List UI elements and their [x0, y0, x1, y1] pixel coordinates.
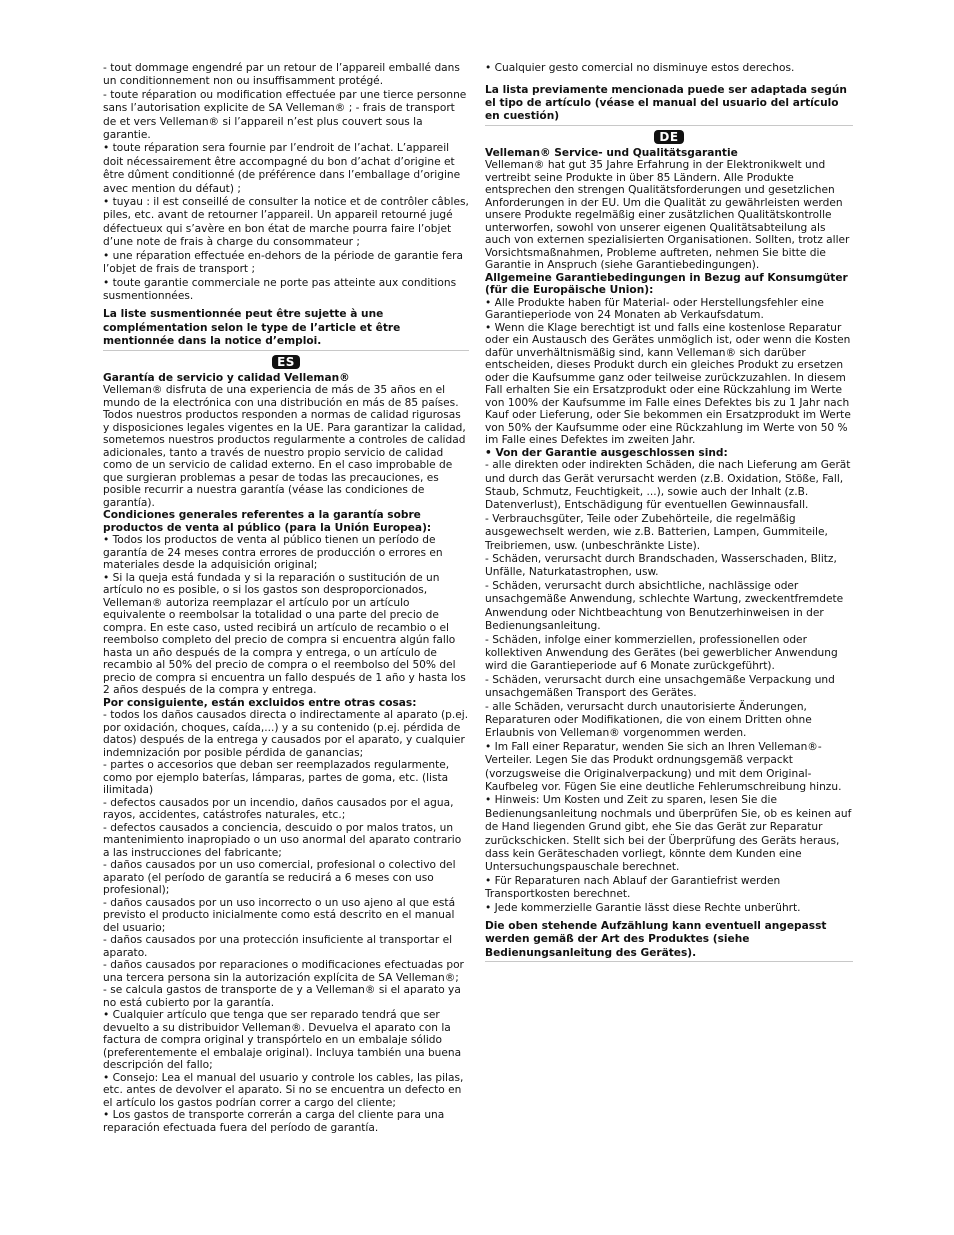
es-language-badge [103, 355, 469, 371]
de-excluded-item: - alle Schäden, verursacht durch unautorisierte Änderungen, Reparaturen oder Modifikationen, die von einem Dritten ohne Erlaubnis von Velleman® vorgenommen werden. [485, 700, 812, 740]
section-divider [485, 125, 853, 126]
es-badge-label: ES [272, 355, 300, 369]
es-excluded-item: - daños causados por una protección insuficiente al transportar el aparato. [103, 934, 453, 959]
de-excluded-item: - Schäden, verursacht durch Brandschaden, Wasserschaden, Blitz, Unfälle, Naturkatastrophen, usw. [485, 553, 837, 579]
fr-item: - toute réparation ou modification effectuée par une tierce personne sans l’autorisation explicite de SA Velleman® ; - frais de transport de et vers Velleman® si l’appareil n’est plus couvert sous la garantie. [103, 88, 467, 142]
de-excluded-item: - alle direkten oder indirekten Schäden, die nach Lieferung am Gerät und durch das Gerät verursacht werden (z.B. Oxidation, Stöße, Fall, Staub, Schmutz, Feuchtigkeit, ...), sowie auch der Inhalt (z.B. Datenverlust), Entschädigung für eventuellen Gewinnausfall. [485, 459, 851, 512]
es-excluded-item: • Consejo: Lea el manual del usuario y controle los cables, las pilas, etc. antes de devolver el aparato. Si no se encuentra un defecto en el artículo los gastos podrían correr a cargo del cliente; [103, 1071, 464, 1109]
section-divider [485, 961, 853, 962]
es-condition: • Todos los productos de venta al público tienen un período de garantía de 24 meses contra errores de producción o errores en materiales desde la adquisición original; [103, 534, 443, 572]
de-excluded-item: • Jede kommerzielle Garantie lässt diese Rechte unberührt. [485, 901, 801, 914]
right-column [485, 62, 853, 966]
fr-item: • une réparation effectuée en-dehors de la période de garantie fera l’objet de frais de transport ; [103, 249, 463, 276]
de-note: Die oben stehende Aufzählung kann eventuell angepasst werden gemäß der Art des Produktes (siehe Bedienungsanleitung des Gerätes). [485, 920, 827, 959]
de-condition: • Wenn die Klage berechtigt ist und falls eine kostenlose Reparatur oder ein Austausch des Gerätes unmöglich ist, oder wenn die Kosten dafür unverhältnismäßig sind, kann Velleman® sich darüber entscheiden, dieses Produkt durch ein gleiches Produkt zu ersetzen oder die Kaufsumme ganz oder teilweise zurückzuzahlen. In diesem Fall erhalten Sie ein Ersatzprodukt oder eine Rückzahlung im Werte von 100% der Kaufsumme im Falle eines Defektes bis zu 1 Jahr nach Kauf oder Lieferung, oder Sie bekommen ein Ersatzprodukt im Werte von 50% der Kaufsumme oder eine Rückzahlung im Werte von 50 % im Falle eines Defektes im zweiten Jahr. [485, 321, 851, 447]
de-conditions-title: Allgemeine Garantiebedingungen in Bezug auf Konsumgüter (für die Europäische Union): [485, 271, 848, 297]
es-conditions-title: Condiciones generales referentes a la garantía sobre productos de venta al público (para la Unión Europea): [103, 509, 432, 534]
es-section-title: Garantía de servicio y calidad Velleman® [103, 371, 350, 384]
es-excluded-item: - todos los daños causados directa o indirectamente al aparato (p.ej. por oxidación, choques, caída,...) y a su contenido (p.ej. pérdida de datos) después de la entrega y causados por el aparato, y cualquier indemnización por posible pérdida de ganancias; [103, 709, 469, 759]
es-note: La lista previamente mencionada puede ser adaptada según el tipo de artículo (véase el manual del usuario del artículo en cuestión) [485, 83, 847, 123]
fr-item: • toute garantie commerciale ne porte pas atteinte aux conditions susmentionnées. [103, 276, 457, 302]
de-excluded-item: - Schäden, verursacht durch absichtliche, nachlässige oder unsachgemäße Anwendung, schlechte Wartung, zweckentfremdete Anwendung oder Nichtbeachtung von Benutzerhinweisen in der Bedienungsanleitung. [485, 579, 844, 633]
es-excluded-item: - daños causados por un uso incorrecto o un uso ajeno al que está previsto el producto inicialmente como está descrito en el manual del usuario; [103, 896, 456, 934]
de-excluded-list [485, 459, 853, 915]
es-condition: • Si la queja está fundada y si la reparación o sustitución de un artículo no es posible, o si los gastos son desproporcionados, Velleman® autoriza reemplazar el artículo por un artículo equivalente o reembolsar la totalidad o una parte del precio de compra. En este caso, usted recibirá un artículo de recambio o el reembolso completo del precio de compra si encuentra algún fallo hasta un año después de la compra y entrega, o un artículo de recambio al 50% del precio de compra o el reembolso del 50% del precio de compra si encuentra un fallo después de 1 año y hasta los 2 años después de la compra y entrega. [103, 571, 466, 697]
de-excluded-item: - Verbrauchsgüter, Teile oder Zubehörteile, die regelmäßig ausgewechselt werden, wie z.B. Batterien, Lampen, Gummiteile, Treibriemen, usw. (unbeschränkte Liste). [485, 512, 828, 552]
fr-item: • toute réparation sera fournie par l’endroit de l’achat. L’appareil doit nécessairement être accompagné du bon d’achat d’origine et être dûment conditionné (de préférence dans l’emballage d’origine avec mention du défaut) ; [103, 142, 461, 195]
de-excluded-item: - Schäden, verursacht durch eine unsachgemäße Verpackung und unsachgemäßen Transport des Gerätes. [485, 673, 835, 700]
section-divider [103, 350, 469, 351]
es-intro: Velleman® disfruta de una experiencia de más de 35 años en el mundo de la electrónica con una distribución en más de 85 países. Todos nuestros productos responden a normas de calidad rigurosas y disposiciones legales vigentes en la UE. Para garantizar la calidad, sometemos nuestros productos regularmente a controles de calidad adicionales, tanto a través de nuestro propio servicio de calidad como de un servicio de calidad externo. En el caso improbable de que surgieran problemas a pesar de todas las precauciones, es posible recurrir a nuestra garantía (véase las condiciones de garantía). [103, 384, 466, 509]
de-excluded-item: • Für Reparaturen nach Ablauf der Garantiefrist werden Transportkosten berechnet. [485, 874, 781, 901]
fr-item: - tout dommage engendré par un retour de l’appareil emballé dans un conditionnement non ou insuffisamment protégé. [103, 62, 460, 88]
de-excluded-title: • Von der Garantie ausgeschlossen sind: [485, 446, 728, 459]
de-section-title: Velleman® Service- und Qualitätsgarantie [485, 146, 738, 159]
de-excluded-item: • Im Fall einer Reparatur, wenden Sie sich an Ihren Velleman®-Verteiler. Legen Sie das Produkt ordnungsgemäß verpackt (vorzugsweise die Originalverpackung) und mit dem Original-Kaufbeleg vor. Fügen Sie eine deutliche Fehlerumschreibung hinzu. [485, 740, 842, 793]
de-language-badge [485, 130, 853, 146]
de-excluded-item: • Hinweis: Um Kosten und Zeit zu sparen, lesen Sie die Bedienungsanleitung nochmals und überprüfen Sie, ob es keinen auf de Hand liegenden Grund gibt, ehe Sie das Gerät zur Reparatur zurückschicken. Stellt sich bei der Überprüfung des Geräts heraus, dass kein Geräteschaden vorliegt, könnte dem Kunden eine Untersuchungspauschale berechnet. [485, 794, 852, 874]
es-excluded-item: - defectos causados por un incendio, daños causados por el agua, rayos, accidentes, catástrofes naturales, etc.; [103, 796, 454, 822]
es-excluded-item: - se calcula gastos de transporte de y a Velleman® si el aparato ya no está cubierto por la garantía. [103, 984, 461, 1009]
de-condition: • Alle Produkte haben für Material- oder Herstellungsfehler eine Garantieperiode von 24 Monaten ab Verkaufsdatum. [485, 296, 824, 322]
es-excluded-title: Por consiguiente, están excluidos entre otras cosas: [103, 696, 417, 709]
de-intro: Velleman® hat gut 35 Jahre Erfahrung in der Elektronikwelt und vertreibt seine Produkte in über 85 Ländern. Alle Produkte entsprechen den strengen Qualitätsforderungen und gesetzlichen Anforderungen in der EU. Um die Qualität zu gewährleisten werden unsere Produkte regelmäßig einer zusätzlichen Qualitätskontrolle unterworfen, sowohl von unserer eigenen Qualitätsabteilung als auch von externen spezialisierten Organisationen. Sollten, trotz aller Vorsichtsmaßnahmen, Probleme auftreten, nehmen Sie bitte die Garantie in Anspruch (siehe Garantiebedingungen). [485, 159, 850, 272]
fr-warranty-exclusions [103, 62, 469, 303]
de-excluded-item: - Schäden, infolge einer kommerziellen, professionellen oder kollektiven Anwendung des Gerätes (bei gewerblicher Anwendung wird die Garantieperiode auf 6 Monate zurückgeführt). [485, 633, 838, 673]
es-continued-item: • Cualquier gesto comercial no disminuye estos derechos. [485, 62, 795, 74]
es-excluded-item: - defectos causados a conciencia, descuido o por malos tratos, un mantenimiento inapropiado o un uso anormal del aparato contrario a las instrucciones del fabricante; [103, 821, 462, 859]
es-excluded-item: • Los gastos de transporte correrán a carga del cliente para una reparación efectuada fuera del período de garantía. [103, 1109, 445, 1134]
de-badge-label: DE [654, 130, 683, 144]
left-column [103, 62, 469, 1134]
es-excluded-item: - daños causados por un uso comercial, profesional o colectivo del aparato (el período de garantía se reducirá a 6 meses con uso profesional); [103, 859, 456, 897]
fr-note: La liste susmentionnée peut être sujette à une complémentation selon le type de l’article et être mentionnée dans la notice d’emploi. [103, 308, 401, 348]
fr-item: • tuyau : il est conseillé de consulter la notice et de contrôler câbles, piles, etc. avant de retourner l’appareil. Un appareil retourné jugé défectueux qui s’avère en bon état de marche pourra faire l’objet d’une note de frais à charge du consommateur ; [103, 196, 469, 249]
es-excluded-item: - partes o accesorios que deban ser reemplazados regularmente, como por ejemplo baterías, lámparas, partes de goma, etc. (lista ilimitada) [103, 759, 450, 797]
es-excluded-item: • Cualquier artículo que tenga que ser reparado tendrá que ser devuelto a su distribuidor Velleman®. Devuelva el aparato con la factura de compra original y transpórtelo en un embalaje sólido (preferentemente el embalaje original). Incluya también una buena descripción del fallo; [103, 1009, 462, 1072]
es-excluded-item: - daños causados por reparaciones o modificaciones efectuadas por una tercera persona sin la autorización explícita de SA Velleman®; [103, 959, 464, 984]
